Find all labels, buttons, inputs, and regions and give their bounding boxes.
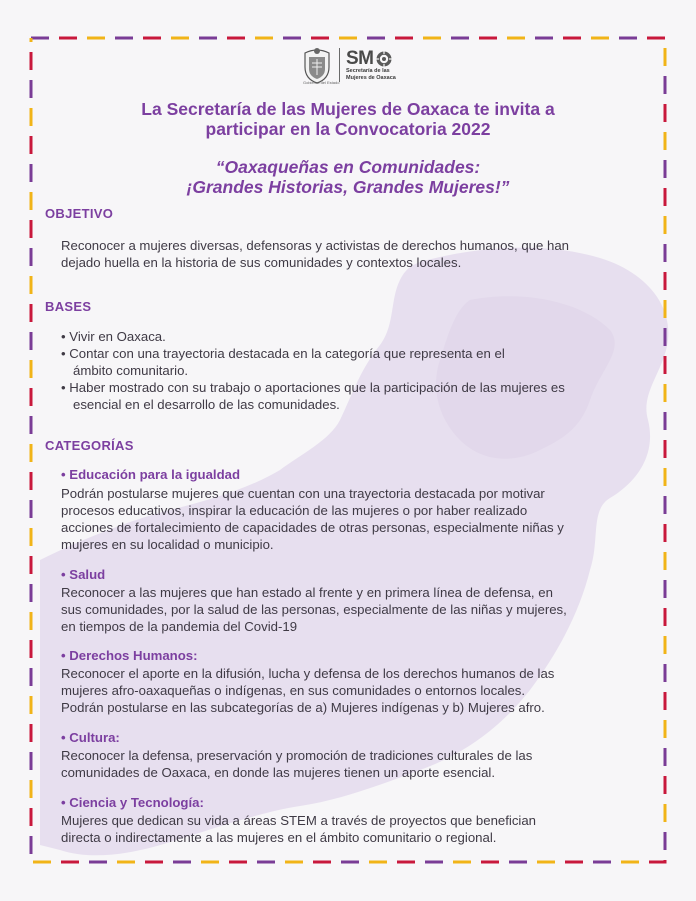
crest-caption: Gobierno del Estado (303, 80, 340, 85)
sm-logo-letters: SM (346, 48, 374, 69)
bases-item-2-line-2-text: ámbito comunitario. (73, 363, 189, 378)
objetivo-heading: OBJETIVO (45, 206, 114, 221)
category-text-line: en tiempos de la pandemia del Covid-19 (61, 619, 298, 634)
category-text-line: Podrán postularse en las subcategorías de a) Mujeres indígenas y b) Mujeres afro. (61, 700, 545, 715)
category-label: • Salud (61, 567, 106, 582)
category-text-line: procesos educativos, inspirar la educación de las mujeres o por haber realizado (61, 503, 528, 518)
category-text-line: Reconocer a las mujeres que han estado al frente y en primera línea de defensa, en (61, 585, 553, 600)
sm-logo (346, 49, 406, 81)
bases-item-3-line-2-text: esencial en el desarrollo de las comunidades. (73, 397, 340, 412)
category-label: • Ciencia y Tecnología: (61, 795, 204, 810)
bases-item-2-line-2 (61, 362, 661, 380)
bases-heading: BASES (45, 299, 92, 314)
bases-item-2-line-1: • Contar con una trayectoria destacada en la categoría que representa en el (61, 346, 505, 361)
bases-item-3-line-1: • Haber mostrado con su trabajo o aportaciones que la participación de las mujeres es (61, 380, 565, 395)
category-text-line: Mujeres que dedican su vida a áreas STEM a través de proyectos que benefician (61, 813, 537, 828)
category-text-line: acciones de fortalecimiento de capacidades de otras personas, especialmente niñas y (61, 520, 564, 535)
category-text-line: directa o indirectamente a las mujeres en el ámbito comunitario o regional. (61, 830, 497, 845)
title-line-1: La Secretaría de las Mujeres de Oaxaca te invita a (141, 99, 555, 119)
objetivo-line-2: dejado huella en la historia de sus comunidades y contextos locales. (61, 255, 462, 270)
categorias-heading: CATEGORÍAS (45, 438, 134, 453)
logo-divider (339, 48, 340, 82)
subtitle-line-1: “Oaxaqueñas en Comunidades: (215, 157, 481, 177)
sm-logo-subtitle: Secretaría de las Mujeres de Oaxaca (346, 68, 396, 81)
category-text-line: Reconocer el aporte en la difusión, lucha y defensa de los derechos humanos de las (61, 666, 555, 681)
subtitle-line-2: ¡Grandes Historias, Grandes Mujeres!” (186, 177, 510, 197)
category-label: • Cultura: (61, 730, 120, 745)
category-label: • Educación para la igualdad (61, 467, 241, 482)
category-label: • Derechos Humanos: (61, 648, 198, 663)
category-text-line: Reconocer la defensa, preservación y promoción de tradiciones culturales de las (61, 748, 533, 763)
flower-gear-icon (375, 50, 393, 68)
bases-item-1: • Vivir en Oaxaca. (61, 329, 166, 344)
category-text-line: sus comunidades, por la salud de las personas, especialmente de las niñas y mujeres, (61, 602, 567, 617)
objetivo-line-1: Reconocer a mujeres diversas, defensoras y activistas de derechos humanos, que han (61, 238, 569, 253)
category-text-line: mujeres en su localidad o municipio. (61, 537, 274, 552)
bases-item-3-line-2 (61, 396, 661, 414)
category-text-line: comunidades de Oaxaca, en donde las mujeres tienen un aporte esencial. (61, 765, 496, 780)
title-line-2: participar en la Convocatoria 2022 (205, 119, 491, 139)
oaxaca-crest-icon (299, 45, 335, 85)
category-text-line: Podrán postularse mujeres que cuentan con una trayectoria destacada por motivar (61, 486, 545, 501)
category-text-line: mujeres afro-oaxaqueñas o indígenas, en sus comunidades o entornos locales. (61, 683, 526, 698)
